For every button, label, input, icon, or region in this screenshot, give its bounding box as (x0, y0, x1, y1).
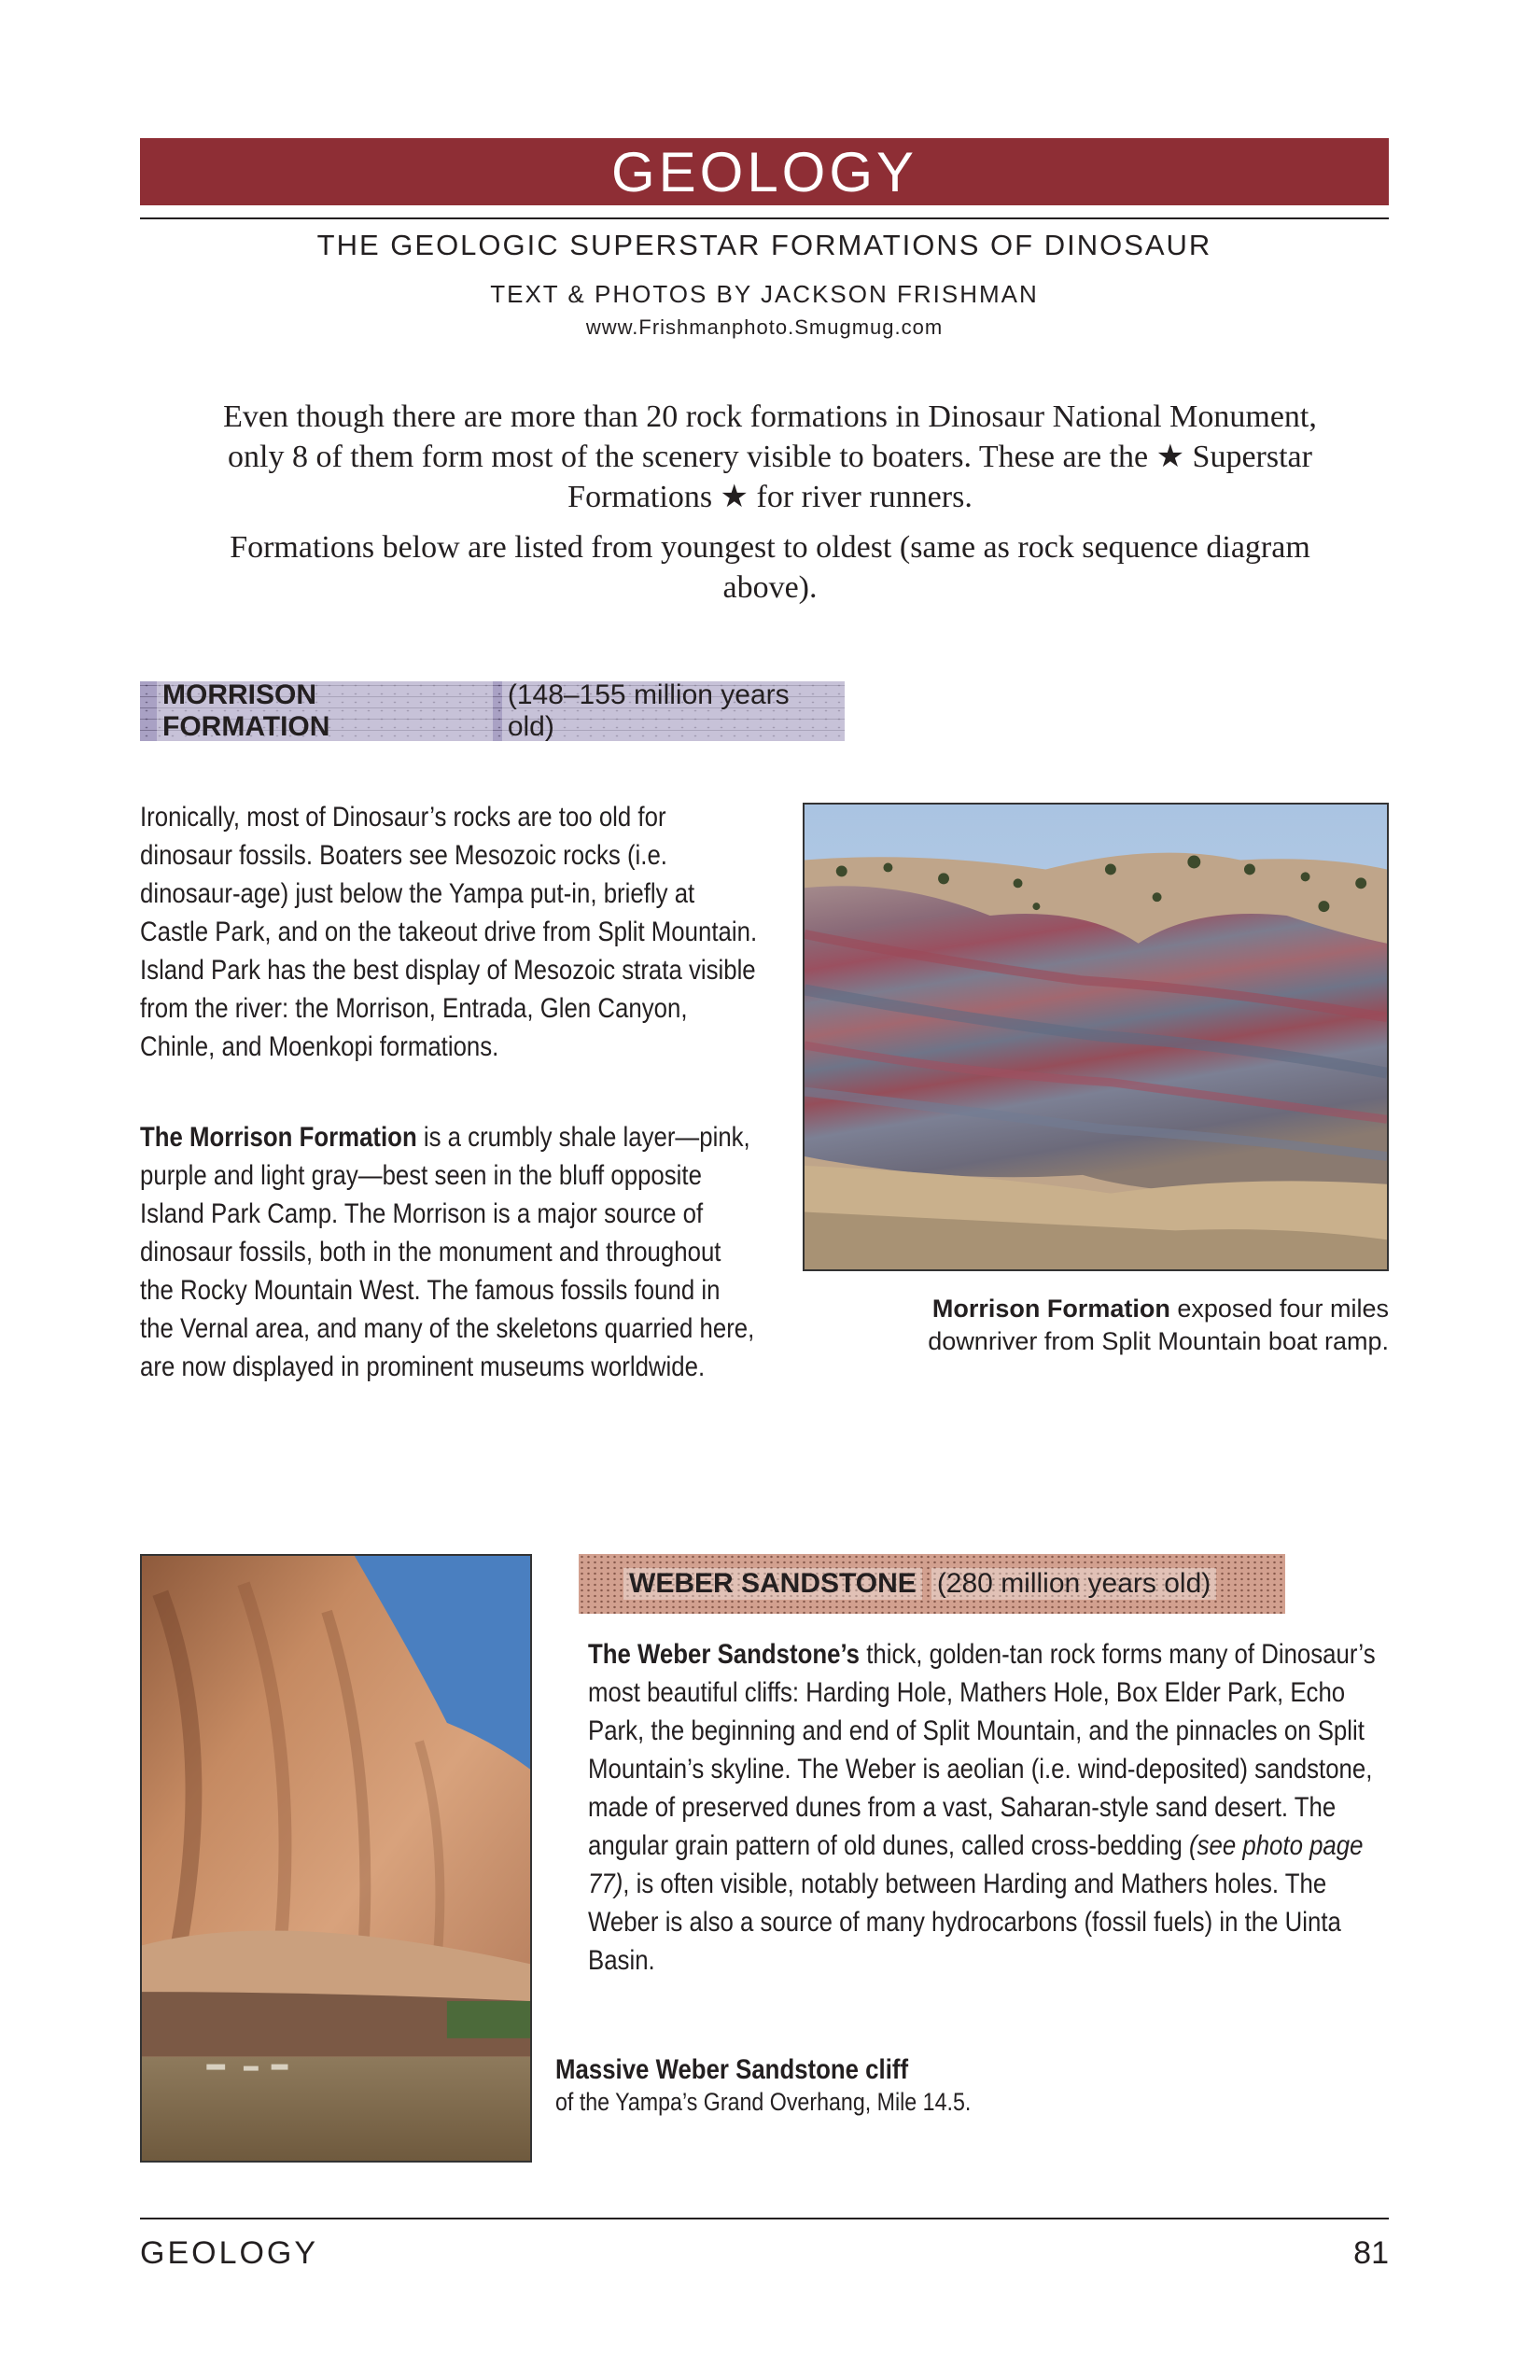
intro-paragraph: Even though there are more than 20 rock formations in Dinosaur National Monument, only 8 of them form most of the scenery visible to boaters. These are the ★ Superstar Formations ★ for river runners. (223, 399, 1317, 514)
weber-photo (140, 1554, 532, 2163)
morrison-caption-text: exposed four miles downriver from Split Mountain boat ramp. (928, 1295, 1389, 1355)
weber-photo-caption (555, 2053, 1209, 2119)
intro-order-note: Formations below are listed from youngest to oldest (same as rock sequence diagram above). (230, 530, 1310, 605)
author-website: www.Frishmanphoto.Smugmug.com (585, 315, 944, 339)
morrison-heading-bar (140, 681, 845, 741)
morrison-photo (803, 803, 1389, 1271)
weber-cliff-image (142, 1556, 530, 2161)
article-byline: TEXT & PHOTOS BY JACKSON FRISHMAN (490, 280, 1039, 308)
morrison-heading: MORRISON FORMATION (157, 679, 493, 743)
weber-photo-ref: (see photo page 77) (588, 1830, 1364, 1899)
weber-body-b: , is often visible, notably between Harding and Mathers holes. The Weber is also a source of many hydrocarbons (fossil fuels) in the Uinta Basin. (588, 1869, 1341, 1976)
morrison-caption-lead: Morrison Formation (931, 1295, 1170, 1323)
morrison-age: (148–155 million years old) (502, 679, 845, 743)
morrison-photo-caption (840, 1293, 1389, 1358)
morrison-lead: The Morrison Formation (140, 1122, 417, 1153)
page-title: GEOLOGY (610, 140, 918, 203)
weber-heading-bar (579, 1554, 1285, 1614)
weber-caption-text: of the Yampa’s Grand Overhang, Mile 14.5. (555, 2088, 972, 2116)
weber-age: (280 million years old) (931, 1568, 1216, 1600)
morrison-paragraph-2 (140, 1118, 758, 1386)
page-number: 81 (1353, 2235, 1389, 2271)
article-subtitle: THE GEOLOGIC SUPERSTAR FORMATIONS OF DINOSAUR (316, 229, 1212, 261)
footer-section-name: GEOLOGY (140, 2235, 319, 2271)
morrison-paragraph-1: Ironically, most of Dinosaur’s rocks are too old for dinosaur fossils. Boaters see Mesozoic rocks (i.e. dinosaur-age) just below the Yampa put-in, briefly at Castle Park, and on the takeout drive from Split Mountain. Island Park has the best display of Mesozoic strata visible from the river: the Morrison, Entrada, Glen Canyon, Chinle, and Moenkopi formations. (140, 802, 758, 1062)
title-divider (140, 217, 1389, 219)
weber-caption-lead: Massive Weber Sandstone cliff (555, 2054, 909, 2085)
section-title-band (140, 138, 1389, 205)
weber-paragraph (588, 1635, 1391, 1980)
weber-body-a: thick, golden-tan rock forms many of Dinosaur’s most beautiful cliffs: Harding Hole, Mathers Hole, Box Elder Park, Echo Park, the beginning and end of Split Mountain, and the pinnacles on Split Mountain’s skyline. The Weber is aeolian (i.e. wind-deposited) sandstone, made of preserved dunes from a vast, Saharan-style sand desert. The angular grain pattern of old dunes, called cross-bedding (588, 1639, 1376, 1861)
morrison-landscape-image (805, 805, 1387, 1269)
morrison-body: is a crumbly shale layer—pink, purple and light gray—best seen in the bluff opposite Island Park Camp. The Morrison is a major source of dinosaur fossils, both in the monument and throughout the Rocky Mountain West. The famous fossils found in the Vernal area, and many of the skeletons quarried here, are now displayed in prominent museums worldwide. (140, 1122, 755, 1382)
weber-lead: The Weber Sandstone’s (588, 1639, 861, 1670)
footer-divider (140, 2218, 1389, 2219)
weber-heading: WEBER SANDSTONE (623, 1568, 922, 1600)
